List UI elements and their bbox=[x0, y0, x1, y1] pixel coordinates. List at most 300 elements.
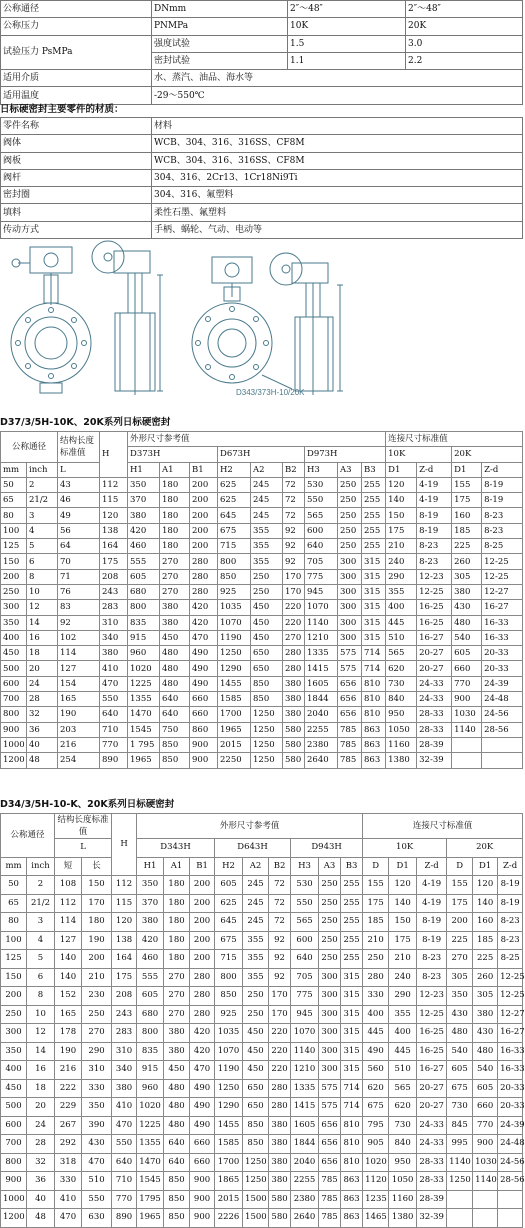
table-cell: 83 bbox=[58, 600, 100, 615]
table-cell: 315 bbox=[362, 569, 386, 584]
table-cell: 280 bbox=[269, 1098, 291, 1117]
table-cell: 200 bbox=[190, 950, 215, 969]
table-cell: 220 bbox=[269, 1061, 291, 1080]
table-cell: 10 bbox=[27, 1005, 55, 1024]
table-cell bbox=[452, 737, 482, 752]
table-cell: 915 bbox=[128, 630, 160, 645]
table-cell: 620 bbox=[363, 1079, 389, 1098]
table-cell: 280 bbox=[190, 987, 215, 1006]
header-B2: B2 bbox=[269, 857, 291, 876]
table-cell: 270 bbox=[164, 987, 190, 1006]
table-cell: 210 bbox=[82, 968, 112, 987]
table-cell: 380 bbox=[452, 584, 482, 599]
valve-drawing bbox=[0, 235, 522, 400]
table-cell: 1250 bbox=[243, 1172, 269, 1191]
table-cell: 420 bbox=[190, 615, 218, 630]
table-cell: 1415 bbox=[305, 661, 338, 676]
table-cell: 1700 bbox=[218, 707, 251, 722]
table-cell: 445 bbox=[389, 1042, 417, 1061]
table-cell: 540 bbox=[452, 630, 482, 645]
table-cell: 100 bbox=[1, 931, 27, 950]
table-cell: 200 bbox=[190, 477, 218, 492]
table-cell: 165 bbox=[58, 692, 100, 707]
table-cell: 1035 bbox=[215, 1024, 243, 1043]
table-cell: 300 bbox=[319, 1061, 341, 1080]
table-cell: 250 bbox=[338, 539, 362, 554]
table-cell: 28-39 bbox=[417, 1190, 447, 1209]
header-20k: 20K bbox=[447, 839, 523, 858]
table-cell: 32 bbox=[27, 707, 58, 722]
table-cell: 92 bbox=[269, 968, 291, 987]
table-cell: 900 bbox=[452, 692, 482, 707]
table-cell: 270 bbox=[164, 1005, 190, 1024]
header-20k: 20K bbox=[452, 447, 523, 462]
table-cell: 675 bbox=[363, 1098, 389, 1117]
table-cell: 16 bbox=[27, 630, 58, 645]
table-cell: 380 bbox=[112, 1079, 137, 1098]
table-cell: 680 bbox=[128, 584, 160, 599]
table-cell: 480 bbox=[452, 615, 482, 630]
header-Zd: Z-d bbox=[417, 462, 452, 477]
table-cell: 355 bbox=[251, 539, 283, 554]
materials-table bbox=[0, 117, 523, 239]
table-cell: 714 bbox=[341, 1098, 363, 1117]
table-cell: 92 bbox=[283, 554, 305, 569]
table-cell: 40 bbox=[27, 737, 58, 752]
table-cell: 1465 bbox=[363, 1209, 389, 1228]
table-cell: 43 bbox=[58, 477, 100, 492]
table-cell: 900 bbox=[190, 1209, 215, 1228]
table-cell: 300 bbox=[1, 1024, 27, 1043]
table-cell: 775 bbox=[291, 987, 319, 1006]
table-cell: 900 bbox=[190, 1172, 215, 1191]
table-cell: 785 bbox=[319, 1172, 341, 1191]
table-cell: 28-33 bbox=[417, 1172, 447, 1191]
table-cell: 48 bbox=[27, 1209, 55, 1228]
table-cell: 730 bbox=[386, 676, 417, 691]
table-cell: 500 bbox=[1, 661, 27, 676]
table-cell: 8-23 bbox=[417, 554, 452, 569]
table-cell: 290 bbox=[386, 569, 417, 584]
table-cell: 150 bbox=[386, 508, 417, 523]
table-cell: 28-33 bbox=[417, 722, 452, 737]
table-cell: 470 bbox=[112, 1116, 137, 1135]
table-cell: 730 bbox=[447, 1098, 473, 1117]
table-cell: 2015 bbox=[215, 1190, 243, 1209]
table-cell: 21/2 bbox=[27, 493, 58, 508]
table-cell: 1700 bbox=[215, 1153, 243, 1172]
table-cell: 850 bbox=[164, 1190, 190, 1209]
table-cell: 2 bbox=[27, 477, 58, 492]
table-cell: 630 bbox=[82, 1209, 112, 1228]
table-cell: 250 bbox=[82, 1005, 112, 1024]
table-cell: 863 bbox=[341, 1190, 363, 1209]
table-cell: 715 bbox=[215, 950, 243, 969]
table-row bbox=[1, 987, 523, 1006]
table-cell: 250 bbox=[1, 584, 27, 599]
table-cell: 255 bbox=[341, 913, 363, 932]
table-cell: 1200 bbox=[1, 753, 27, 768]
table-cell: 600 bbox=[291, 931, 319, 950]
table-cell: 250 bbox=[319, 894, 341, 913]
table-cell: 1070 bbox=[215, 1042, 243, 1061]
table-cell: 2040 bbox=[305, 707, 338, 722]
table-cell: 250 bbox=[319, 913, 341, 932]
table-cell: 225 bbox=[452, 539, 482, 554]
table-cell: 300 bbox=[338, 569, 362, 584]
table-cell: 565 bbox=[291, 913, 319, 932]
table-cell: 283 bbox=[112, 1024, 137, 1043]
table-cell: 280 bbox=[283, 661, 305, 676]
table-cell: 80 bbox=[1, 508, 27, 523]
table-cell: 370 bbox=[137, 894, 164, 913]
table-cell: 470 bbox=[55, 1209, 82, 1228]
table-cell: 12-25 bbox=[417, 584, 452, 599]
table-cell: 112 bbox=[100, 477, 128, 492]
table-row bbox=[1, 523, 523, 538]
header-A2: A2 bbox=[243, 857, 269, 876]
header-H3: H3 bbox=[305, 462, 338, 477]
table-cell: 1 795 bbox=[128, 737, 160, 752]
spec-label: 公称通径 bbox=[1, 1, 152, 18]
table-cell: 420 bbox=[137, 931, 164, 950]
table-cell: 450 bbox=[251, 600, 283, 615]
table-cell: 620 bbox=[386, 661, 417, 676]
table-cell: 120 bbox=[473, 876, 498, 895]
table-cell: 1035 bbox=[218, 600, 251, 615]
table-cell: 210 bbox=[386, 539, 417, 554]
table-cell: 40 bbox=[27, 1190, 55, 1209]
table-cell: 995 bbox=[447, 1135, 473, 1154]
header-long: 长 bbox=[82, 857, 112, 876]
table-cell bbox=[482, 753, 523, 768]
table-cell: 315 bbox=[341, 987, 363, 1006]
material-value: 材料 bbox=[152, 118, 523, 135]
table-cell: 245 bbox=[251, 508, 283, 523]
table-cell: 1070 bbox=[218, 615, 251, 630]
table-cell: 565 bbox=[389, 1079, 417, 1098]
table-cell: 660 bbox=[190, 707, 218, 722]
table-cell: 250 bbox=[1, 1005, 27, 1024]
table-cell: 660 bbox=[190, 1153, 215, 1172]
table-cell: 340 bbox=[112, 1061, 137, 1080]
spec-value: 1.5 bbox=[288, 35, 406, 52]
table-cell: 605 bbox=[215, 876, 243, 895]
table-cell: 76 bbox=[58, 584, 100, 599]
table-cell: 8-23 bbox=[482, 523, 523, 538]
table-cell: 750 bbox=[160, 722, 190, 737]
table-cell: 490 bbox=[363, 1042, 389, 1061]
table-cell: 580 bbox=[269, 1190, 291, 1209]
material-part: 传动方式 bbox=[1, 221, 152, 238]
table-cell: 150 bbox=[1, 968, 27, 987]
table-cell: 555 bbox=[128, 554, 160, 569]
table-cell: 850 bbox=[251, 692, 283, 707]
table-cell: 860 bbox=[190, 722, 218, 737]
table-cell: 800 bbox=[137, 1024, 164, 1043]
table-cell: 165 bbox=[55, 1005, 82, 1024]
table-cell: 210 bbox=[363, 931, 389, 950]
table-cell: 850 bbox=[251, 676, 283, 691]
table-cell: 835 bbox=[137, 1042, 164, 1061]
table-cell: 960 bbox=[137, 1079, 164, 1098]
table-cell: 445 bbox=[386, 615, 417, 630]
table-cell: 900 bbox=[190, 753, 218, 768]
table-cell: 1050 bbox=[386, 722, 417, 737]
table-cell: 16-25 bbox=[417, 615, 452, 630]
table-cell bbox=[473, 1209, 498, 1228]
table-cell: 450 bbox=[243, 1061, 269, 1080]
table-cell: 318 bbox=[55, 1153, 82, 1172]
table-cell: 180 bbox=[164, 913, 190, 932]
table-cell: 380 bbox=[164, 1024, 190, 1043]
table-cell: 250 bbox=[319, 876, 341, 895]
table-cell: 3 bbox=[27, 508, 58, 523]
table-cell: 270 bbox=[82, 1024, 112, 1043]
table-cell: 900 bbox=[190, 737, 218, 752]
table-cell: 900 bbox=[190, 1190, 215, 1209]
table-cell: 770 bbox=[452, 676, 482, 691]
table-cell: 1250 bbox=[251, 722, 283, 737]
table-cell: 280 bbox=[190, 569, 218, 584]
table-cell: 225 bbox=[473, 950, 498, 969]
table-cell bbox=[452, 753, 482, 768]
table-cell: 540 bbox=[447, 1042, 473, 1061]
table-cell: 152 bbox=[55, 987, 82, 1006]
table-cell: 245 bbox=[243, 876, 269, 895]
table-cell: 255 bbox=[341, 894, 363, 913]
table-cell: 380 bbox=[100, 646, 128, 661]
table-cell: 12-25 bbox=[498, 987, 523, 1006]
table-cell: 380 bbox=[160, 615, 190, 630]
header-A1: A1 bbox=[164, 857, 190, 876]
table-cell: 190 bbox=[58, 707, 100, 722]
table-row bbox=[1, 646, 523, 661]
table-cell: 36 bbox=[27, 1172, 55, 1191]
table-cell: 28-56 bbox=[498, 1172, 523, 1191]
table-cell: 28-33 bbox=[417, 1153, 447, 1172]
table-cell: 64 bbox=[58, 539, 100, 554]
table-cell: 640 bbox=[164, 1153, 190, 1172]
table-cell: 180 bbox=[160, 493, 190, 508]
table-cell: 216 bbox=[58, 737, 100, 752]
table-cell: 900 bbox=[1, 722, 27, 737]
table-cell: 1844 bbox=[291, 1135, 319, 1154]
table-cell: 125 bbox=[1, 950, 27, 969]
table-row bbox=[1, 1024, 523, 1043]
table-cell: 280 bbox=[269, 1079, 291, 1098]
table-cell: 200 bbox=[1, 569, 27, 584]
table-row bbox=[1, 753, 523, 768]
table-cell: 430 bbox=[82, 1135, 112, 1154]
table-cell: 180 bbox=[164, 894, 190, 913]
header-H1: H1 bbox=[128, 462, 160, 477]
table-cell: 28 bbox=[27, 1135, 55, 1154]
table-cell: 1140 bbox=[291, 1042, 319, 1061]
table-cell: 150 bbox=[1, 554, 27, 569]
table-cell: 450 bbox=[243, 1042, 269, 1061]
header-g2: D643H bbox=[215, 839, 291, 858]
table-cell: 28-39 bbox=[417, 737, 452, 752]
table-cell: 810 bbox=[362, 676, 386, 691]
table-cell: 20-33 bbox=[482, 646, 523, 661]
table-cell: 72 bbox=[269, 913, 291, 932]
table-cell: 255 bbox=[341, 931, 363, 950]
table-cell: 400 bbox=[389, 1024, 417, 1043]
table-cell: 950 bbox=[389, 1153, 417, 1172]
spec-label: 适用温度 bbox=[1, 87, 152, 104]
table-cell: 229 bbox=[55, 1098, 82, 1117]
table-cell: 1605 bbox=[291, 1116, 319, 1135]
spec-value: PNMPa bbox=[152, 18, 288, 35]
table-cell: 125 bbox=[1, 539, 27, 554]
table-cell: 65 bbox=[1, 894, 27, 913]
table-cell: 8-23 bbox=[482, 508, 523, 523]
table-cell: 190 bbox=[82, 931, 112, 950]
material-value: 手柄、蜗轮、气动、电动等 bbox=[152, 221, 523, 238]
table-cell: 510 bbox=[389, 1061, 417, 1080]
table-cell: 220 bbox=[269, 1042, 291, 1061]
table-cell: 850 bbox=[164, 1209, 190, 1228]
valve-side-view-left bbox=[92, 241, 163, 395]
material-value: WCB、304、316、316SS、CF8M bbox=[152, 135, 523, 152]
table-cell: 170 bbox=[283, 569, 305, 584]
table-row bbox=[1, 493, 523, 508]
table-cell: 730 bbox=[389, 1116, 417, 1135]
table-cell: 640 bbox=[112, 1153, 137, 1172]
table-cell: 850 bbox=[160, 753, 190, 768]
material-row bbox=[1, 204, 523, 221]
table-cell: 863 bbox=[362, 722, 386, 737]
table-cell: 255 bbox=[341, 950, 363, 969]
table-cell: 380 bbox=[269, 1172, 291, 1191]
table-cell: 12-25 bbox=[482, 569, 523, 584]
table-cell: 310 bbox=[82, 1061, 112, 1080]
table-cell: 175 bbox=[389, 931, 417, 950]
table-cell: 8-23 bbox=[417, 539, 452, 554]
table-cell: 340 bbox=[100, 630, 128, 645]
table-cell: 92 bbox=[269, 950, 291, 969]
table-cell: 850 bbox=[218, 569, 251, 584]
table-cell: 550 bbox=[100, 692, 128, 707]
table-row bbox=[1, 950, 523, 969]
table-cell: 24-33 bbox=[417, 692, 452, 707]
table-cell: 530 bbox=[291, 876, 319, 895]
table-cell: 138 bbox=[112, 931, 137, 950]
table-cell: 560 bbox=[363, 1061, 389, 1080]
table-cell: 785 bbox=[319, 1190, 341, 1209]
table-cell: 20 bbox=[27, 661, 58, 676]
material-part: 零件名称 bbox=[1, 118, 152, 135]
table-cell: 92 bbox=[58, 615, 100, 630]
table-cell: 863 bbox=[362, 753, 386, 768]
material-row bbox=[1, 187, 523, 204]
header-nominal: 公称通径 bbox=[1, 814, 55, 858]
spec-value: 2″～48″ bbox=[288, 1, 406, 18]
header-D1: D1 bbox=[452, 462, 482, 477]
table-cell: 380 bbox=[283, 676, 305, 691]
table-cell: 300 bbox=[338, 584, 362, 599]
table-cell: 1250 bbox=[251, 737, 283, 752]
table-cell: 550 bbox=[291, 894, 319, 913]
table-cell: 50 bbox=[1, 876, 27, 895]
table-cell: 1210 bbox=[291, 1061, 319, 1080]
table-cell: 960 bbox=[128, 646, 160, 661]
table-cell: 315 bbox=[341, 1061, 363, 1080]
table-cell: 20-27 bbox=[417, 661, 452, 676]
table-cell: 355 bbox=[389, 1005, 417, 1024]
table-cell: 550 bbox=[305, 493, 338, 508]
table-cell: 16-25 bbox=[417, 1024, 447, 1043]
table-cell: 315 bbox=[362, 554, 386, 569]
table-cell: 410 bbox=[55, 1190, 82, 1209]
table-cell: 1795 bbox=[137, 1190, 164, 1209]
table-cell: 785 bbox=[319, 1209, 341, 1228]
table-cell: 1190 bbox=[215, 1061, 243, 1080]
table-cell: 254 bbox=[58, 753, 100, 768]
header-D: D bbox=[447, 857, 473, 876]
table-cell: 600 bbox=[1, 676, 27, 691]
table-cell: 840 bbox=[386, 692, 417, 707]
table-cell: 656 bbox=[319, 1135, 341, 1154]
table-cell: 1605 bbox=[305, 676, 338, 691]
table-cell: 445 bbox=[363, 1024, 389, 1043]
table-cell: 270 bbox=[160, 569, 190, 584]
table-cell: 267 bbox=[55, 1116, 82, 1135]
header-A3: A3 bbox=[319, 857, 341, 876]
table-row bbox=[1, 931, 523, 950]
table-cell: 1470 bbox=[128, 707, 160, 722]
table-cell: 350 bbox=[1, 1042, 27, 1061]
table-cell: 900 bbox=[1, 1172, 27, 1191]
table-cell: 715 bbox=[218, 539, 251, 554]
table-cell: 390 bbox=[82, 1116, 112, 1135]
table-cell: 2255 bbox=[291, 1172, 319, 1191]
table-cell: 915 bbox=[137, 1061, 164, 1080]
spec-value: -29～550℃ bbox=[152, 87, 523, 104]
table-cell: 155 bbox=[447, 876, 473, 895]
table-cell: 102 bbox=[58, 630, 100, 645]
table-cell: 8-19 bbox=[482, 477, 523, 492]
header-H3: H3 bbox=[291, 857, 319, 876]
table-cell: 2380 bbox=[305, 737, 338, 752]
table-cell: 310 bbox=[100, 615, 128, 630]
table-cell: 640 bbox=[305, 539, 338, 554]
table-cell: 114 bbox=[58, 646, 100, 661]
table-cell: 250 bbox=[251, 584, 283, 599]
table-cell: 120 bbox=[386, 477, 417, 492]
table-cell: 250 bbox=[363, 950, 389, 969]
table-cell: 650 bbox=[251, 661, 283, 676]
spec-value: 水、蒸汽、油品、海水等 bbox=[152, 70, 523, 87]
spec-row bbox=[1, 35, 523, 52]
table-cell: 656 bbox=[319, 1116, 341, 1135]
table-cell: 216 bbox=[55, 1061, 82, 1080]
table-cell: 8-19 bbox=[498, 894, 523, 913]
table-cell: 8-19 bbox=[417, 523, 452, 538]
table-cell: 410 bbox=[112, 1098, 137, 1117]
table-cell: 8-19 bbox=[498, 876, 523, 895]
table-cell: 12-23 bbox=[417, 569, 452, 584]
table-cell: 450 bbox=[1, 646, 27, 661]
table-cell: 255 bbox=[362, 539, 386, 554]
table-cell: 20-27 bbox=[417, 1098, 447, 1117]
table-cell: 32 bbox=[27, 1153, 55, 1172]
table-cell: 200 bbox=[190, 913, 215, 932]
table-cell: 120 bbox=[389, 876, 417, 895]
table-cell: 32-39 bbox=[417, 1209, 447, 1228]
material-part: 阀体 bbox=[1, 135, 152, 152]
